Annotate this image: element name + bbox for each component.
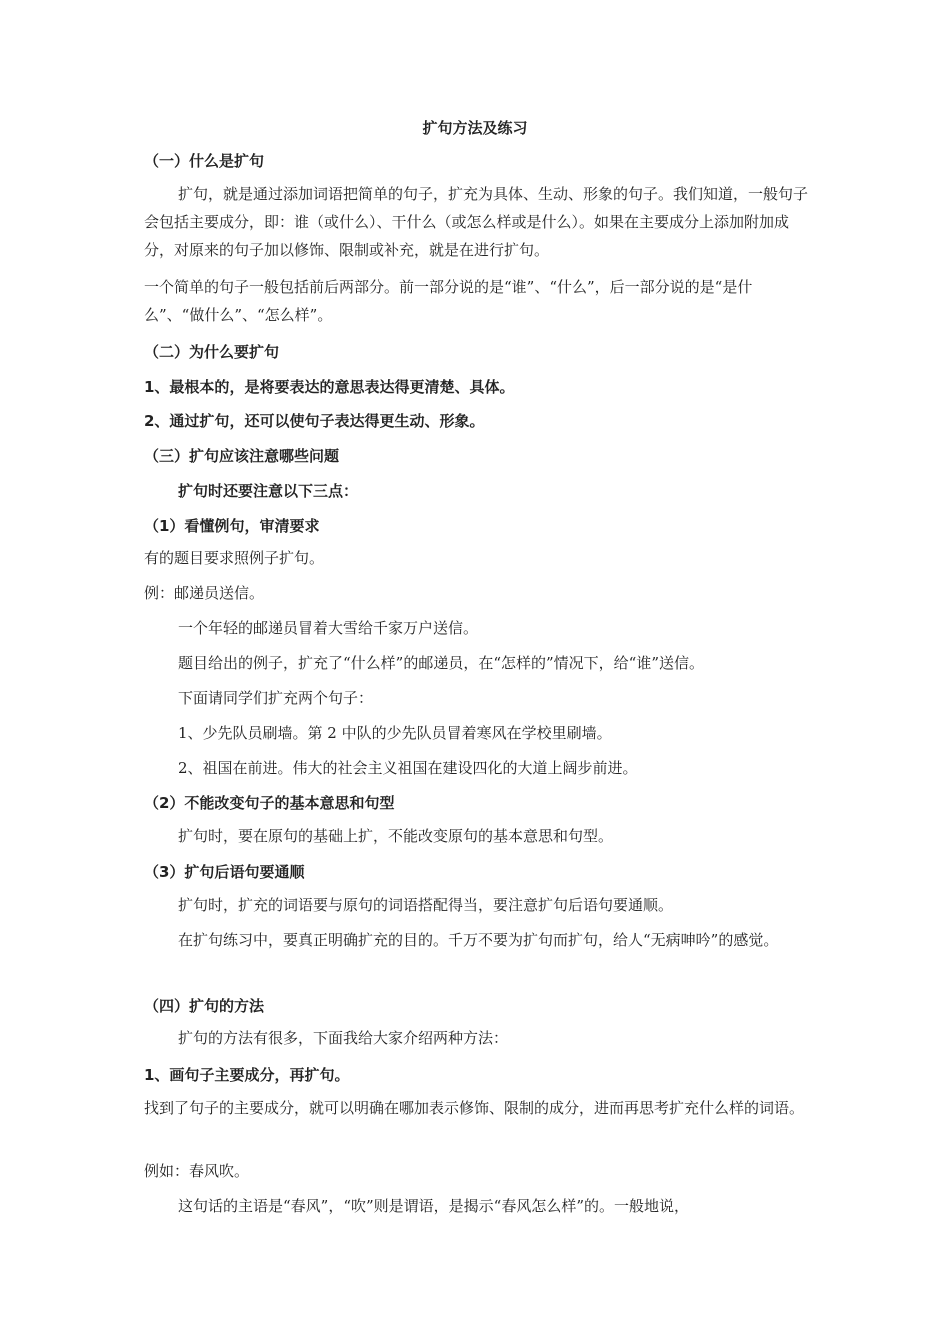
section-4-method-1-paragraph-2: 这句话的主语是“春风”，“吹”则是谓语，是揭示“春风怎么样”的。一般地说， <box>178 1197 690 1215</box>
section-1-paragraph-2: 一个简单的句子一般包括前后两部分。前一部分说的是“谁”、“什么”，后一部分说的是“是什么”、“做什么”、“怎么样”。 <box>144 278 753 324</box>
section-1-paragraph-1: 扩句，就是通过添加词语把简单的句子，扩充为具体、生动、形象的句子。我们知道，一般句子会包括主要成分，即：谁（或什么）、干什么（或怎么样或是什么）。如果在主要成分上添加附加成分，对原来的句子加以修饰、限制或补充，就是在进行扩句。 <box>144 185 809 259</box>
section-2-item-2: 2、通过扩句，还可以使句子表达得更生动、形象。 <box>144 412 485 430</box>
section-4-heading: （四）扩句的方法 <box>144 997 265 1015</box>
section-3-sub1-example: 例：邮递员送信。 <box>144 584 265 602</box>
section-3-sub3-paragraph-1: 扩句时，扩充的词语要与原句的词语搭配得当，要注意扩句后语句要通顺。 <box>178 896 674 914</box>
section-3-sub1-exercise-2: 2、祖国在前进。伟大的社会主义祖国在建设四化的大道上阔步前进。 <box>178 759 638 777</box>
section-3-intro: 扩句时还要注意以下三点： <box>178 482 359 500</box>
section-3-heading: （三）扩句应该注意哪些问题 <box>144 447 340 465</box>
section-3-sub1-example-answer: 一个年轻的邮递员冒着大雪给千家万户送信。 <box>178 619 479 637</box>
section-4-method-1: 1、画句子主要成分，再扩句。 <box>144 1066 350 1084</box>
section-3-sub1-prompt: 下面请同学们扩充两个句子： <box>178 689 374 707</box>
section-4-intro: 扩句的方法有很多，下面我给大家介绍两种方法： <box>178 1029 509 1047</box>
section-3-sub1-explanation: 题目给出的例子，扩充了“什么样”的邮递员，在“怎样的”情况下，给“谁”送信。 <box>178 654 705 672</box>
section-3-sub2-paragraph: 扩句时，要在原句的基础上扩，不能改变原句的基本意思和句型。 <box>178 827 614 845</box>
section-4-method-1-example: 例如：春风吹。 <box>144 1162 250 1180</box>
section-3-sub1-exercise-1: 1、少先队员刷墙。第 2 中队的少先队员冒着寒风在学校里刷墙。 <box>178 724 612 742</box>
document-title: 扩句方法及练习 <box>422 119 528 137</box>
section-2-item-1: 1、最根本的，是将要表达的意思表达得更清楚、具体。 <box>144 378 515 396</box>
section-3-sub3-paragraph-2: 在扩句练习中，要真正明确扩充的目的。千万不要为扩句而扩句，给人“无病呻吟”的感觉。 <box>178 931 779 949</box>
section-2-heading: （二）为什么要扩句 <box>144 343 280 361</box>
section-3-sub1-paragraph-1: 有的题目要求照例子扩句。 <box>144 549 325 567</box>
section-4-method-1-paragraph-1: 找到了句子的主要成分，就可以明确在哪加表示修饰、限制的成分，进而再思考扩充什么样的词语。 <box>144 1099 805 1117</box>
section-3-subheading-1: （1）看懂例句，审清要求 <box>144 517 320 535</box>
section-1-heading: （一）什么是扩句 <box>144 152 265 170</box>
section-3-subheading-2: （2）不能改变句子的基本意思和句型 <box>144 794 395 812</box>
section-3-subheading-3: （3）扩句后语句要通顺 <box>144 863 305 881</box>
